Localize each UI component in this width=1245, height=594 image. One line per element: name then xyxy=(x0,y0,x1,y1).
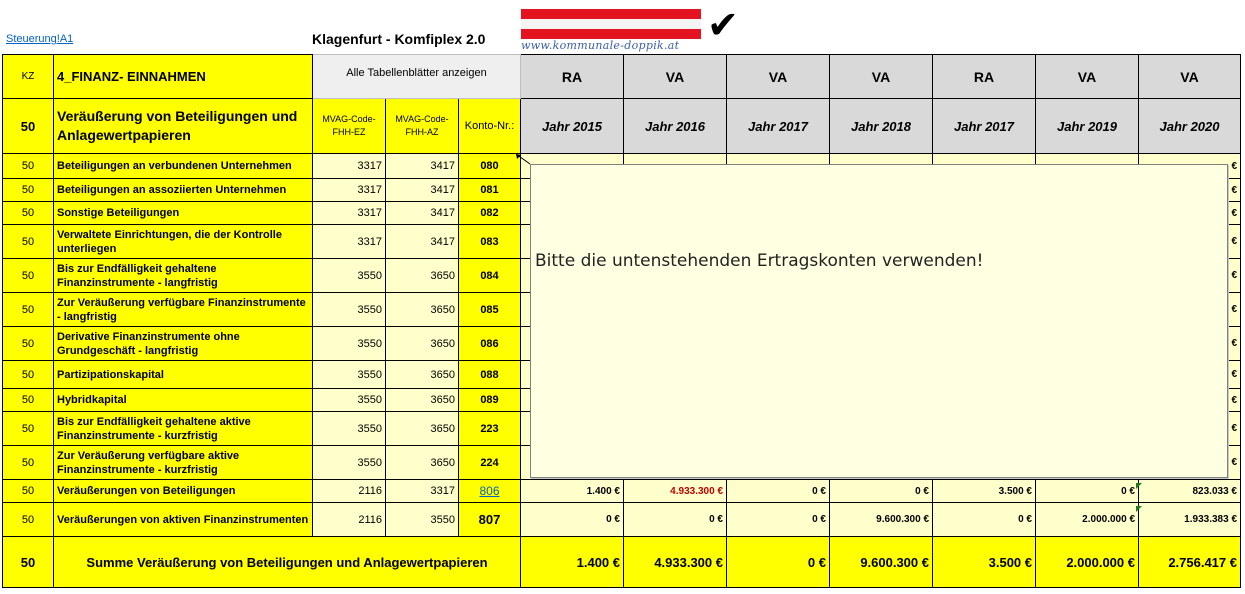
row-mvag-ez: 3317 xyxy=(313,225,386,259)
value-cell[interactable]: € xyxy=(1139,293,1241,327)
value-cell[interactable]: 0 € xyxy=(521,503,624,537)
sum-kz: 50 xyxy=(3,537,54,588)
year-header-4: Jahr 2018 xyxy=(830,99,933,154)
row-mvag-az: 3650 xyxy=(386,259,459,293)
value-cell[interactable]: € xyxy=(1139,361,1241,389)
row-kz: 50 xyxy=(3,389,54,412)
year-header-1: Jahr 2015 xyxy=(521,99,624,154)
show-all-sheets-button[interactable]: Alle Tabellenblätter anzeigen xyxy=(313,55,521,99)
sum-value[interactable]: 9.600.300 € xyxy=(830,537,933,588)
mvag-ez-header: MVAG-Code-FHH-EZ xyxy=(313,99,386,154)
row-konto: 085 xyxy=(459,293,521,327)
row-konto: 807 xyxy=(459,503,521,537)
row-mvag-ez: 3317 xyxy=(313,179,386,202)
sum-row xyxy=(3,537,1241,588)
row-kz: 50 xyxy=(3,361,54,389)
table-row xyxy=(3,480,1241,503)
cell-note-marker xyxy=(1136,483,1142,489)
row-description: Beteiligungen an assoziierten Unternehmen xyxy=(54,179,313,202)
comment-text: Bitte die untenstehenden Ertragskonten verwenden! xyxy=(535,251,984,271)
row-description: Zur Veräußerung verfügbare aktive Finanzinstrumente - kurzfristig xyxy=(54,446,313,480)
value-cell[interactable]: 0 € xyxy=(727,503,830,537)
value-cell[interactable]: € xyxy=(1139,154,1241,179)
row-konto: 224 xyxy=(459,446,521,480)
value-cell[interactable]: 0 € xyxy=(933,503,1036,537)
row-description: Veräußerungen von aktiven Finanzinstrumenten xyxy=(54,503,313,537)
row-mvag-az: 3650 xyxy=(386,361,459,389)
row-kz: 50 xyxy=(3,480,54,503)
row-mvag-ez: 3317 xyxy=(313,202,386,225)
sum-value[interactable]: 2.000.000 € xyxy=(1036,537,1139,588)
value-cell[interactable]: 1.933.383 € xyxy=(1139,503,1241,537)
row-mvag-ez: 3550 xyxy=(313,259,386,293)
value-cell[interactable]: 0 € xyxy=(1036,480,1139,503)
sum-value[interactable]: 4.933.300 € xyxy=(624,537,727,588)
sum-value[interactable]: 0 € xyxy=(727,537,830,588)
row-konto: 083 xyxy=(459,225,521,259)
row-konto: 089 xyxy=(459,389,521,412)
year-header-5: Jahr 2017 xyxy=(933,99,1036,154)
col-type-5: RA xyxy=(933,55,1036,99)
row-mvag-az: 3650 xyxy=(386,327,459,361)
steuerung-link[interactable]: Steuerung!A1 xyxy=(6,33,74,45)
value-cell[interactable]: € xyxy=(1139,446,1241,480)
value-cell[interactable]: € xyxy=(1139,259,1241,293)
row-mvag-az: 3417 xyxy=(386,225,459,259)
row-kz: 50 xyxy=(3,446,54,480)
year-header-2: Jahr 2016 xyxy=(624,99,727,154)
group-kz: 50 xyxy=(3,99,54,154)
row-kz: 50 xyxy=(3,293,54,327)
year-header-6: Jahr 2019 xyxy=(1036,99,1139,154)
row-konto: 081 xyxy=(459,179,521,202)
col-type-2: VA xyxy=(624,55,727,99)
value-cell[interactable]: 0 € xyxy=(624,503,727,537)
austria-flag-icon xyxy=(521,9,701,39)
row-mvag-ez: 3550 xyxy=(313,361,386,389)
row-mvag-az: 3317 xyxy=(386,480,459,503)
col-type-3: VA xyxy=(727,55,830,99)
row-description: Sonstige Beteiligungen xyxy=(54,202,313,225)
table-row xyxy=(3,503,1241,537)
kz-header: KZ xyxy=(3,55,54,99)
sum-value[interactable]: 2.756.417 € xyxy=(1139,537,1241,588)
year-header-3: Jahr 2017 xyxy=(727,99,830,154)
value-cell[interactable]: 1.400 € xyxy=(521,480,624,503)
section-title: 4_FINANZ- EINNAHMEN xyxy=(54,55,313,99)
kommunale-doppik-logo xyxy=(521,5,741,53)
row-description: Zur Veräußerung verfügbare Finanzinstrumente - langfristig xyxy=(54,293,313,327)
row-description: Derivative Finanzinstrumente ohne Grundgeschäft - langfristig xyxy=(54,327,313,361)
row-mvag-ez: 3550 xyxy=(313,327,386,361)
value-cell[interactable]: € xyxy=(1139,225,1241,259)
value-cell[interactable]: 4.933.300 € xyxy=(624,480,727,503)
cell-comment-box[interactable] xyxy=(530,164,1228,478)
row-mvag-az: 3650 xyxy=(386,446,459,480)
mvag-az-header: MVAG-Code-FHH-AZ xyxy=(386,99,459,154)
row-konto: 088 xyxy=(459,361,521,389)
row-konto: 086 xyxy=(459,327,521,361)
value-cell[interactable]: € xyxy=(1139,327,1241,361)
row-konto: 223 xyxy=(459,412,521,446)
checkmark-icon: ✔ xyxy=(707,5,739,47)
value-cell[interactable]: 9.600.300 € xyxy=(830,503,933,537)
value-cell[interactable]: 0 € xyxy=(830,480,933,503)
row-konto: 082 xyxy=(459,202,521,225)
row-description: Partizipationskapital xyxy=(54,361,313,389)
row-description: Beteiligungen an verbundenen Unternehmen xyxy=(54,154,313,179)
row-mvag-az: 3650 xyxy=(386,293,459,327)
row-description: Verwaltete Einrichtungen, die der Kontrolle unterliegen xyxy=(54,225,313,259)
row-mvag-az: 3417 xyxy=(386,179,459,202)
row-kz: 50 xyxy=(3,179,54,202)
value-cell[interactable]: € xyxy=(1139,202,1241,225)
header-row-types xyxy=(3,55,1241,99)
row-mvag-ez: 2116 xyxy=(313,480,386,503)
row-mvag-az: 3550 xyxy=(386,503,459,537)
value-cell[interactable]: 2.000.000 € xyxy=(1036,503,1139,537)
header-row-group xyxy=(3,99,1241,154)
col-type-6: VA xyxy=(1036,55,1139,99)
row-mvag-az: 3417 xyxy=(386,202,459,225)
row-mvag-az: 3417 xyxy=(386,154,459,179)
value-cell[interactable]: € xyxy=(1139,179,1241,202)
page-title: Klagenfurt - Komfiplex 2.0 xyxy=(312,31,486,47)
row-description: Veräußerungen von Beteiligungen xyxy=(54,480,313,503)
col-type-1: RA xyxy=(521,55,624,99)
row-mvag-ez: 3550 xyxy=(313,389,386,412)
row-mvag-az: 3650 xyxy=(386,412,459,446)
row-mvag-ez: 2116 xyxy=(313,503,386,537)
row-kz: 50 xyxy=(3,412,54,446)
logo-url: www.kommunale-doppik.at xyxy=(521,39,680,52)
row-description: Hybridkapital xyxy=(54,389,313,412)
konto-806-link[interactable]: 806 xyxy=(459,480,521,503)
konto-header: Konto-Nr.: xyxy=(459,99,521,154)
value-cell[interactable]: 823.033 € xyxy=(1139,480,1241,503)
row-mvag-ez: 3550 xyxy=(313,412,386,446)
value-cell[interactable]: 0 € xyxy=(727,480,830,503)
row-mvag-ez: 3550 xyxy=(313,293,386,327)
row-description: Bis zur Endfälligkeit gehaltene Finanzinstrumente - langfristig xyxy=(54,259,313,293)
row-mvag-az: 3650 xyxy=(386,389,459,412)
col-type-4: VA xyxy=(830,55,933,99)
row-kz: 50 xyxy=(3,259,54,293)
row-mvag-ez: 3317 xyxy=(313,154,386,179)
group-title: Veräußerung von Beteiligungen und Anlagewertpapieren xyxy=(54,99,313,154)
row-mvag-ez: 3550 xyxy=(313,446,386,480)
sum-label: Summe Veräußerung von Beteiligungen und Anlagewertpapieren xyxy=(54,537,521,588)
cell-note-marker xyxy=(1136,506,1142,512)
value-cell[interactable]: € xyxy=(1139,389,1241,412)
row-kz: 50 xyxy=(3,503,54,537)
row-kz: 50 xyxy=(3,225,54,259)
value-cell[interactable]: € xyxy=(1139,412,1241,446)
row-description: Bis zur Endfälligkeit gehaltene aktive Finanzinstrumente - kurzfristig xyxy=(54,412,313,446)
sum-value[interactable]: 1.400 € xyxy=(521,537,624,588)
value-cell[interactable]: 3.500 € xyxy=(933,480,1036,503)
year-header-7: Jahr 2020 xyxy=(1139,99,1241,154)
row-kz: 50 xyxy=(3,154,54,179)
row-konto: 080 xyxy=(459,154,521,179)
row-kz: 50 xyxy=(3,202,54,225)
sheet-top-area xyxy=(0,0,1245,54)
row-konto: 084 xyxy=(459,259,521,293)
col-type-7: VA xyxy=(1139,55,1241,99)
sum-value[interactable]: 3.500 € xyxy=(933,537,1036,588)
row-kz: 50 xyxy=(3,327,54,361)
